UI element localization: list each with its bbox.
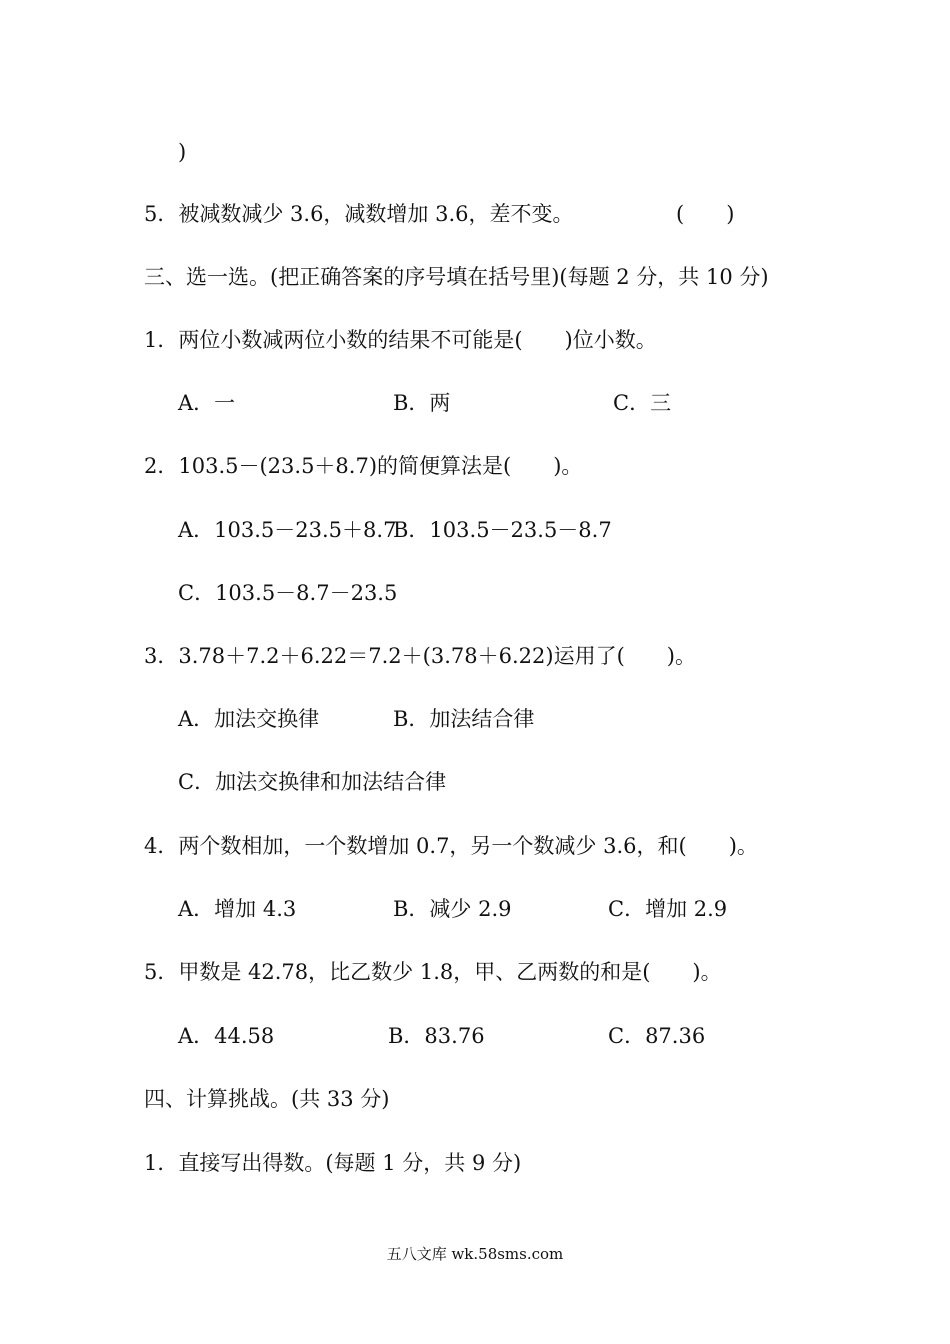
question-4-stem: 4．两个数相加，一个数增加 0.7，另一个数减少 3.6，和( )。 [144,834,758,858]
question-1-stem: 1．两位小数减两位小数的结果不可能是( )位小数。 [144,328,657,352]
section-4-subtitle-1: 1．直接写出得数。(每题 1 分，共 9 分) [144,1151,522,1175]
q5-option-c: C．87.36 [608,1024,706,1048]
q4-option-a: A．增加 4.3 [178,897,297,921]
footer-watermark: 五八文库 wk.58sms.com [386,1245,564,1263]
section-3-title: 三、选一选。(把正确答案的序号填在括号里)(每题 2 分，共 10 分) [144,265,769,289]
q2-option-c: C．103.5－8.7－23.5 [178,581,398,605]
question-5-stem: 5．甲数是 42.78，比乙数少 1.8，甲、乙两数的和是( )。 [144,960,722,984]
continued-paren: ) [178,140,187,164]
q3-option-c: C．加法交换律和加法结合律 [178,770,447,794]
q1-option-c: C．三 [613,391,672,415]
section-4-title: 四、计算挑战。(共 33 分) [144,1087,390,1111]
answer-bracket: ( ) [676,202,735,226]
q2-option-a: A．103.5－23.5＋8.7 [178,518,397,542]
question-3-stem: 3．3.78＋7.2＋6.22＝7.2＋(3.78＋6.22)运用了( )。 [144,644,696,668]
q1-option-a: A．一 [178,391,236,415]
q5-option-b: B．83.76 [388,1024,485,1048]
q1-option-b: B．两 [393,391,451,415]
judge-question-5: 5．被减数减少 3.6，减数增加 3.6，差不变。 [144,202,574,226]
q4-option-c: C．增加 2.9 [608,897,728,921]
q5-option-a: A．44.58 [178,1024,275,1048]
q3-option-a: A．加法交换律 [178,707,320,731]
q2-option-b: B．103.5－23.5－8.7 [393,518,612,542]
q3-option-b: B．加法结合律 [393,707,535,731]
q4-option-b: B．减少 2.9 [393,897,512,921]
question-2-stem: 2．103.5－(23.5＋8.7)的简便算法是( )。 [144,454,583,478]
